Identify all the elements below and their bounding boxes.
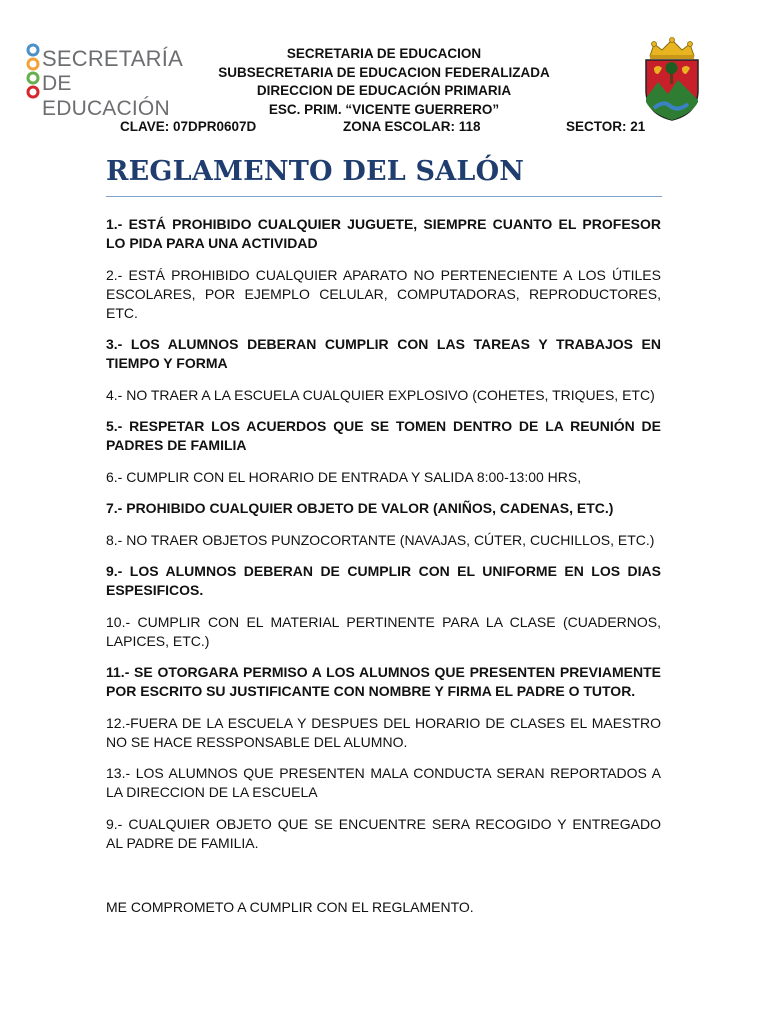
- rule-item: 8.- NO TRAER OBJETOS PUNZOCORTANTE (NAVAJAS, CÚTER, CUCHILLOS, ETC.): [106, 531, 655, 548]
- meta-sector: SECTOR: 21: [566, 119, 646, 134]
- rule-item: 13.- LOS ALUMNOS QUE PRESENTEN MALA CONDUCTA SERAN REPORTADOS A LA DIRECCION DE LA ESCUELA: [106, 765, 661, 800]
- logo-circles-icon: [22, 42, 44, 106]
- logo-line-1: SECRETARÍA: [42, 46, 183, 71]
- document-header: [200, 45, 568, 119]
- rule-item: 1.- ESTÁ PROHIBIDO CUALQUIER JUGUETE, SIEMPRE CUANTO EL PROFESOR LO PIDA PARA UNA ACTIVIDAD: [106, 216, 661, 251]
- state-crest-icon: [640, 36, 704, 122]
- rule-item: 7.- PROHIBIDO CUALQUIER OBJETO DE VALOR (ANIÑOS, CADENAS, ETC.): [106, 500, 614, 516]
- logo-text: [42, 46, 202, 121]
- rule-item: 9.- CUALQUIER OBJETO QUE SE ENCUENTRE SERA RECOGIDO Y ENTREGADO AL PADRE DE FAMILIA.: [106, 815, 661, 851]
- secretaria-logo: [22, 42, 202, 120]
- meta-zona: ZONA ESCOLAR: 118: [343, 119, 481, 134]
- header-line-2: SUBSECRETARIA DE EDUCACION FEDERALIZADA: [218, 64, 550, 80]
- rule-item: 9.- LOS ALUMNOS DEBERAN DE CUMPLIR CON EL UNIFORME EN LOS DIAS ESPESIFICOS.: [106, 563, 661, 598]
- meta-clave: CLAVE: 07DPR0607D: [120, 119, 257, 134]
- header-line-3: DIRECCION DE EDUCACIÓN PRIMARIA: [256, 83, 512, 98]
- header-line-4: ESC. PRIM. “VICENTE GUERRERO”: [268, 101, 500, 117]
- rule-item: 12.-FUERA DE LA ESCUELA Y DESPUES DEL HORARIO DE CLASES EL MAESTRO NO SE HACE RESSPONSABLE DEL ALUMNO.: [106, 714, 661, 750]
- commitment-statement: ME COMPROMETO A CUMPLIR CON EL REGLAMENTO.: [106, 899, 474, 915]
- rule-item: 6.- CUMPLIR CON EL HORARIO DE ENTRADA Y SALIDA 8:00-13:00 HRS,: [106, 468, 582, 485]
- rule-item: 2.- ESTÁ PROHIBIDO CUALQUIER APARATO NO PERTENECIENTE A LOS ÚTILES ESCOLARES, POR EJEMPLO CELULAR, COMPUTADORAS, REPRODUCTORES, ETC.: [106, 266, 661, 321]
- document-title: REGLAMENTO DEL SALÓN: [106, 156, 525, 187]
- title-divider: [106, 196, 662, 197]
- rule-item: 4.- NO TRAER A LA ESCUELA CUALQUIER EXPLOSIVO (COHETES, TRIQUES, ETC): [106, 386, 655, 403]
- logo-line-2: DE EDUCACIÓN: [42, 72, 170, 120]
- rule-item: 10.- CUMPLIR CON EL MATERIAL PERTINENTE PARA LA CLASE (CUADERNOS, LAPICES, ETC.): [106, 613, 661, 649]
- rule-item: 11.- SE OTORGARA PERMISO A LOS ALUMNOS QUE PRESENTEN PREVIAMENTE POR ESCRITO SU JUSTIFICANTE CON NOMBRE Y FIRMA EL PADRE O TUTOR.: [106, 664, 661, 699]
- header-line-1: SECRETARIA DE EDUCACION: [286, 46, 482, 61]
- rules-list: [106, 215, 661, 865]
- rule-item: 5.- RESPETAR LOS ACUERDOS QUE SE TOMEN DENTRO DE LA REUNIÓN DE PADRES DE FAMILIA: [106, 418, 661, 453]
- rule-item: 3.- LOS ALUMNOS DEBERAN CUMPLIR CON LAS TAREAS Y TRABAJOS EN TIEMPO Y FORMA: [106, 336, 661, 371]
